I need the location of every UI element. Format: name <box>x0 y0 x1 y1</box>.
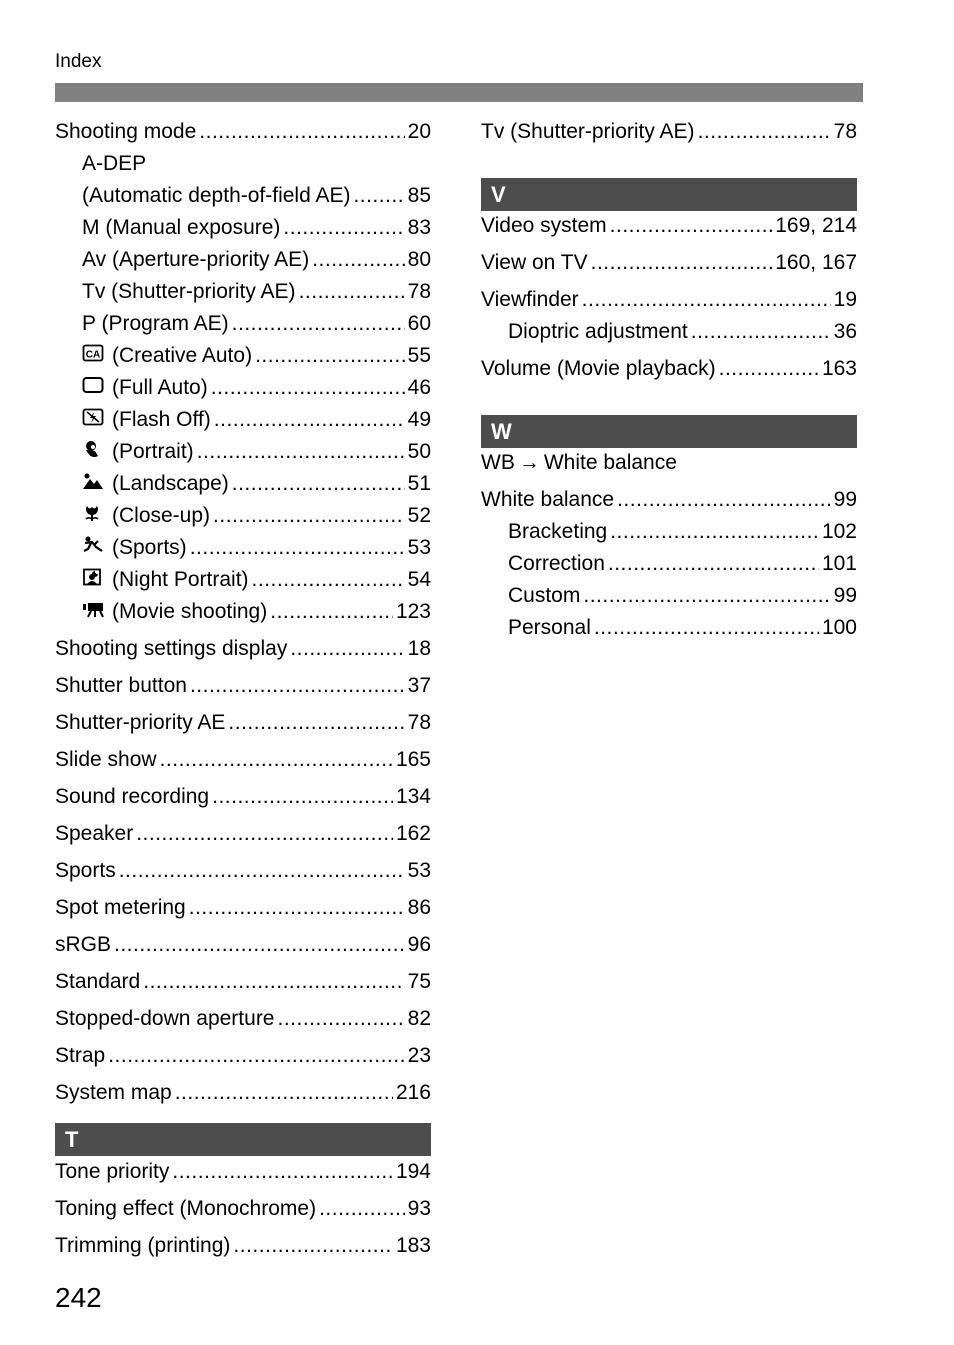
leader-dots <box>190 674 405 698</box>
entry-page: 101 <box>821 552 857 575</box>
leader-dots <box>299 280 405 304</box>
entry-page: 163 <box>821 357 857 380</box>
index-sub <box>481 552 857 584</box>
entry-page: 23 <box>407 1044 431 1067</box>
entry-page: 18 <box>407 637 431 660</box>
entry-page: 169, 214 <box>775 214 857 237</box>
leader-dots <box>190 536 405 560</box>
entry-page: 55 <box>407 344 431 367</box>
leader-dots <box>617 488 831 512</box>
entry-label: (Sports) <box>112 536 187 559</box>
entry-label: (Movie shooting) <box>112 600 268 623</box>
leader-dots <box>312 248 404 272</box>
index-entry <box>481 251 857 288</box>
index-sub-sports <box>55 536 431 568</box>
entry-label: Correction <box>508 552 605 575</box>
index-sub-movie-shooting <box>55 600 431 637</box>
entry-label: Sports <box>55 859 116 882</box>
leader-dots <box>278 1007 405 1031</box>
entry-page: 46 <box>407 376 431 399</box>
index-entry <box>55 1234 431 1266</box>
entry-label: Slide show <box>55 748 157 771</box>
index-entry <box>481 214 857 251</box>
entry-label: (Landscape) <box>112 472 229 495</box>
entry-label: (Flash Off) <box>112 408 211 431</box>
entry-page: 78 <box>407 280 431 303</box>
leader-dots <box>283 216 404 240</box>
sports-icon <box>82 536 104 554</box>
entry-page: 20 <box>407 120 431 143</box>
index-sub-creative-auto <box>55 344 431 376</box>
entry-page: 82 <box>407 1007 431 1030</box>
entry-label: Tv (Shutter-priority AE) <box>481 120 695 143</box>
leader-dots <box>591 251 773 275</box>
index-sub-full-auto <box>55 376 431 408</box>
entry-label: WB <box>481 451 515 474</box>
leader-dots <box>189 896 405 920</box>
portrait-icon <box>82 440 104 458</box>
leader-dots <box>594 616 819 640</box>
index-sub <box>481 520 857 552</box>
entry-label: View on TV <box>481 251 588 274</box>
entry-page: 83 <box>407 216 431 239</box>
index-column-right <box>481 120 857 648</box>
entry-label: Standard <box>55 970 141 993</box>
index-entry <box>55 859 431 896</box>
leader-dots <box>228 711 404 735</box>
entry-page: 134 <box>395 785 431 808</box>
entry-label: (Close-up) <box>112 504 211 527</box>
entry-label: (Full Auto) <box>112 376 208 399</box>
entry-page: 49 <box>407 408 431 431</box>
entry-page: 100 <box>821 616 857 639</box>
leader-dots <box>213 504 405 528</box>
arrow-right-icon: → <box>518 451 540 474</box>
entry-label: Tv (Shutter-priority AE) <box>82 280 296 303</box>
leader-dots <box>233 1234 393 1258</box>
entry-page: 160, 167 <box>775 251 857 274</box>
entry-page: 78 <box>833 120 857 143</box>
index-sub-adep <box>55 184 431 216</box>
entry-page: 36 <box>833 320 857 343</box>
entry-label: (Automatic depth-of-field AE) <box>82 184 351 207</box>
entry-label: (Portrait) <box>112 440 194 463</box>
index-entry-shooting-mode <box>55 120 431 152</box>
entry-label: A-DEP <box>82 152 147 175</box>
entry-label: sRGB <box>55 933 112 956</box>
leader-dots <box>136 822 393 846</box>
entry-label: Speaker <box>55 822 134 845</box>
index-entry <box>481 288 857 320</box>
entry-label: System map <box>55 1081 172 1104</box>
entry-label: (Night Portrait) <box>112 568 249 591</box>
entry-label: Tone priority <box>55 1160 170 1183</box>
entry-label: Strap <box>55 1044 106 1067</box>
index-sub-night-portrait <box>55 568 431 600</box>
index-entry <box>55 896 431 933</box>
svg-text:CA: CA <box>85 349 101 361</box>
leader-dots <box>197 440 405 464</box>
entry-label: Shutter-priority AE <box>55 711 226 734</box>
close-up-icon <box>82 504 104 522</box>
leader-dots <box>232 472 405 496</box>
index-sub-av <box>55 248 431 280</box>
leader-dots <box>143 970 404 994</box>
leader-dots <box>270 600 393 624</box>
section-header-t: T <box>55 1123 431 1156</box>
index-entry <box>55 637 431 674</box>
leader-dots <box>172 1160 393 1184</box>
index-sub-manual <box>55 216 431 248</box>
index-sub <box>481 616 857 648</box>
entry-page: 102 <box>821 520 857 543</box>
leader-dots <box>252 568 405 592</box>
index-entry <box>481 488 857 520</box>
full-auto-icon <box>82 376 104 394</box>
leader-dots <box>698 120 831 144</box>
entry-page: 53 <box>407 859 431 882</box>
index-entry <box>55 1007 431 1044</box>
entry-page: 53 <box>407 536 431 559</box>
index-entry <box>55 1044 431 1081</box>
index-sub-program <box>55 312 431 344</box>
entry-page: 80 <box>407 248 431 271</box>
entry-label: White balance <box>543 451 677 474</box>
entry-label: Stopped-down aperture <box>55 1007 275 1030</box>
leader-dots <box>610 520 819 544</box>
entry-label: Personal <box>508 616 591 639</box>
section-header-w: W <box>481 415 857 448</box>
index-sub-portrait <box>55 440 431 472</box>
entry-label: Spot metering <box>55 896 186 919</box>
index-sub <box>481 584 857 616</box>
entry-page: 54 <box>407 568 431 591</box>
index-sub-close-up <box>55 504 431 536</box>
creative-auto-icon <box>82 344 104 362</box>
entry-page: 75 <box>407 970 431 993</box>
index-sub-tv <box>55 280 431 312</box>
index-entry <box>55 785 431 822</box>
entry-page: 37 <box>407 674 431 697</box>
leader-dots <box>114 933 405 957</box>
leader-dots <box>290 637 404 661</box>
leader-dots <box>582 288 831 312</box>
entry-page: 216 <box>395 1081 431 1104</box>
entry-page: 85 <box>407 184 431 207</box>
entry-label: Viewfinder <box>481 288 579 311</box>
index-entry <box>55 1081 431 1123</box>
entry-page: 78 <box>407 711 431 734</box>
leader-dots <box>353 184 404 208</box>
entry-label: M (Manual exposure) <box>82 216 281 239</box>
entry-page: 86 <box>407 896 431 919</box>
landscape-icon <box>82 472 104 490</box>
entry-label: Video system <box>481 214 607 237</box>
entry-label: Custom <box>508 584 581 607</box>
entry-label: (Creative Auto) <box>112 344 253 367</box>
entry-label: Av (Aperture-priority AE) <box>82 248 310 271</box>
section-header-v: V <box>481 178 857 211</box>
index-entry <box>55 674 431 711</box>
leader-dots <box>232 312 405 336</box>
entry-page: 99 <box>833 584 857 607</box>
leader-dots <box>610 214 773 238</box>
entry-page: 60 <box>407 312 431 335</box>
index-entry-tv <box>481 120 857 178</box>
entry-page: 96 <box>407 933 431 956</box>
entry-label: Volume (Movie playback) <box>481 357 716 380</box>
index-sub-landscape <box>55 472 431 504</box>
entry-page: 19 <box>833 288 857 311</box>
leader-dots <box>319 1197 405 1221</box>
page-number: 242 <box>55 1282 102 1313</box>
night-portrait-icon <box>82 568 104 586</box>
leader-dots <box>119 859 405 883</box>
leader-dots <box>211 376 405 400</box>
entry-label: Shooting settings display <box>55 637 288 660</box>
index-entry <box>55 1197 431 1234</box>
entry-label: Shutter button <box>55 674 187 697</box>
index-entry <box>55 748 431 785</box>
leader-dots <box>160 748 393 772</box>
entry-label: P (Program AE) <box>82 312 229 335</box>
leader-dots <box>214 408 405 432</box>
leader-dots <box>608 552 819 576</box>
header-bar <box>55 83 863 102</box>
index-sub-dioptric <box>481 320 857 357</box>
leader-dots <box>691 320 831 344</box>
index-sub-adep-title <box>55 152 431 184</box>
leader-dots <box>212 785 393 809</box>
entry-page: 165 <box>395 748 431 771</box>
entry-page: 183 <box>395 1234 431 1257</box>
leader-dots <box>108 1044 404 1068</box>
entry-label: Dioptric adjustment <box>508 320 688 343</box>
entry-page: 52 <box>407 504 431 527</box>
index-entry-wb-crossref <box>481 451 857 488</box>
entry-page: 50 <box>407 440 431 463</box>
entry-label: Bracketing <box>508 520 608 543</box>
index-entry <box>55 970 431 1007</box>
index-entry <box>55 822 431 859</box>
index-sub-flash-off <box>55 408 431 440</box>
leader-dots <box>199 120 404 144</box>
entry-label: Shooting mode <box>55 120 197 143</box>
entry-page: 99 <box>833 488 857 511</box>
index-entry <box>481 357 857 415</box>
entry-label: Sound recording <box>55 785 210 808</box>
entry-label: White balance <box>481 488 615 511</box>
entry-page: 194 <box>395 1160 431 1183</box>
entry-page: 93 <box>407 1197 431 1220</box>
index-entry <box>55 711 431 748</box>
leader-dots <box>719 357 819 381</box>
entry-label: Trimming (printing) <box>55 1234 231 1257</box>
header-title: Index <box>55 51 102 72</box>
index-entry <box>55 933 431 970</box>
entry-page: 162 <box>395 822 431 845</box>
index-entry <box>55 1160 431 1197</box>
flash-off-icon <box>82 408 104 426</box>
entry-label: Toning effect (Monochrome) <box>55 1197 317 1220</box>
movie-shooting-icon <box>82 600 104 618</box>
index-column-left <box>55 120 431 1266</box>
leader-dots <box>583 584 830 608</box>
leader-dots <box>175 1081 393 1105</box>
leader-dots <box>255 344 405 368</box>
entry-page: 123 <box>395 600 431 623</box>
entry-page: 51 <box>407 472 431 495</box>
